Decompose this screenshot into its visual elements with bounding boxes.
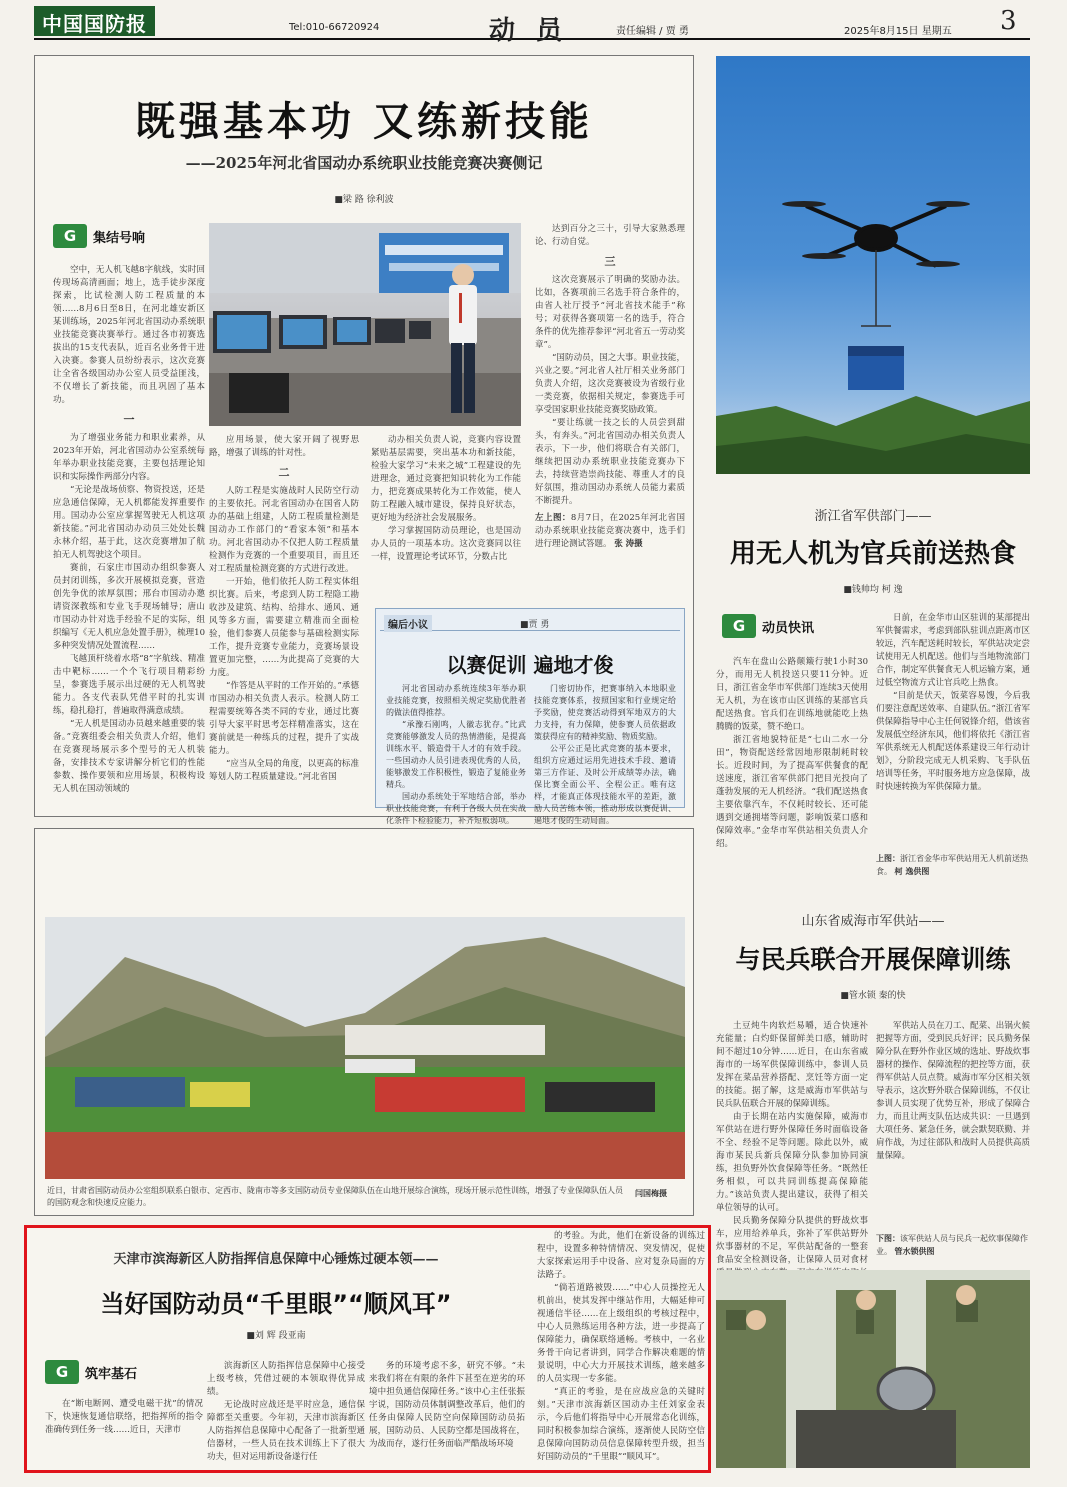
- paragraph: 这次竞赛展示了明确的奖励办法。比如，各赛项前三名选手符合条件的，由省人社厅授予“河北省技术能手”称号；对获得各赛项第一名的选手，符合条件的优先推荐参评“河北省五一劳动奖章”。: [535, 275, 685, 350]
- photo-illustration: [716, 56, 1030, 474]
- tianjin-title: 当好国防动员“千里眼”“顺风耳”: [100, 1290, 452, 1318]
- zhejiang-photo-caption: [876, 852, 1030, 878]
- lead-subtitle: ——2025年河北省国动办系统职业技能竞赛决赛侧记: [185, 154, 543, 172]
- zhejiang-column-1: [716, 656, 868, 878]
- lead-article: [34, 55, 694, 825]
- shandong-column-1: [716, 1020, 868, 1265]
- paragraph: 空中，无人机飞越8字航线，实时回传现场高清画面；地上，选手徒步深度探索，比试检测人防工程质量的本领……8月6日至8日，在河北雄安新区某训练场，2025年河北省国动办系统职业技能竞赛决赛举行。通过各市初赛选拔出的15支代表队，近百名业务骨干进入决赛。参赛人员纷纷表示，这次竞赛让全省各级国动办公室人员受益匪浅，不仅增长了新技能，而且巩固了基本功。: [53, 265, 205, 405]
- editorial-byline: ■贾 勇: [520, 620, 550, 630]
- paragraph: “倘若道路被毁……”中心人员操控无人机前出，使其发挥中继站作用，大幅延伸可视通信半径……在上级组织的考核过程中，中心人员熟练运用各种方法，进一步提高了保障能力，确保联络通畅。考核中，一名业务骨干向记者讲到，同学合作解决难题的情景说明，中心大力开展技术训练，越来越多的人员实现一专多能。: [537, 1283, 705, 1384]
- zhejiang-column-2: [876, 612, 1030, 862]
- section-number: 二: [278, 466, 290, 479]
- caption-text: 浙江省金华市军供站用无人机前送热食。: [876, 854, 1028, 876]
- shandong-byline: ■管水锁 秦的快: [840, 991, 906, 1001]
- caption-credit: 柯 逸供图: [894, 866, 930, 876]
- shandong-photo-caption: [876, 1232, 1030, 1256]
- section-title: 动 员: [489, 16, 569, 46]
- tag-label: 动员快讯: [762, 620, 815, 636]
- caption-label: 下图：: [876, 1233, 900, 1243]
- caption-label: 左上图：: [535, 513, 571, 523]
- tag-logo-icon: G: [53, 224, 87, 248]
- tag-dongyuankuaixun: [722, 614, 814, 638]
- page-number: 3: [1000, 6, 1017, 36]
- paragraph: “真正的考验，是在应战应急的关键时刻。”天津市滨海新区国动办主任刘家金表示，今后他们将指导中心开展常态化训练，同时积极参加综合演练，逐渐使人民防空信息保障向国防动员信息保障转型升级，担当好国防动员的“千里眼”“顺风耳”。: [537, 1387, 705, 1462]
- photo-illustration: [209, 223, 521, 426]
- editorial-column-2: [534, 683, 676, 825]
- shandong-title: 与民兵联合开展保障训练: [735, 945, 1011, 974]
- lead-column-3: [371, 434, 521, 604]
- paragraph: 为了增强业务能力和职业素养，从2023年开始，河北省国动办公室系统每年举办职业技能竞赛，主要包括理论知识和实际操作两部分内容。: [53, 433, 205, 482]
- masthead: [34, 6, 1030, 46]
- paragraph: 浙江省地貌特征是“七山二水一分田”，物资配送经常因地形限制耗时较长。近段时间，为了提高军供餐食的配送速度，浙江省军供部门把目光投向了蓬勃发展的无人机经济。“我们配送热食主要依靠汽车，不仅耗时较长、还可能遇到交通拥堵等问题，影响饭菜口感和保障效率。”金华市军供站相关负责人介绍。: [716, 735, 868, 849]
- photo-illustration: [716, 1270, 1030, 1468]
- paragraph: 应用场景，使大家开阔了视野思路，增强了训练的针对性。: [209, 435, 359, 458]
- paragraph: 汽车在盘山公路颠簸行驶1小时30分，而用无人机投送只要11分钟。近日，浙江省金华市军供部门连续3天使用无人机，为在该市山区训练的某部官兵配送热食。官兵们在训练地就能吃上热腾腾的饭菜，赞不绝口。: [716, 657, 868, 732]
- paragraph: “无人机是国动办员越来越重要的装备。”竞赛组委会相关负责人介绍，他们在竞赛现场展示多个型号的无人机装备，安排技术专家讲解分析它们的性能参数、操作要领和应用场景，积极构设无人机在国动领域的: [53, 719, 205, 794]
- editor-line: 责任编辑 / 贾 勇: [616, 26, 689, 37]
- lead-title: 既强基本功 又练新技能: [135, 99, 593, 145]
- tag-logo-icon: G: [722, 614, 756, 638]
- caption-credit: 张 涛摄: [614, 539, 643, 549]
- tianjin-article: [24, 1225, 711, 1473]
- paragraph: 军供站人员在刀工、配菜、出锅火候把握等方面，受到民兵好评；民兵勤务保障分队在野外作业区域的选址、野战炊事器材的操作、保障流程的把控等方面，获得军供站人员点赞。威海市军分区相关领导表示，这次野外联合保障训练，不仅让参训人员实现了优势互补，形成了保障合力，而且让两支队伍达成共识：一旦遇到大项任务、紧急任务，就会默契联勤、并肩作战，为过往部队和战时人员提供高质量保障。: [876, 1021, 1030, 1161]
- tag-logo-icon: G: [45, 1360, 79, 1384]
- tianjin-column-2: [207, 1360, 365, 1470]
- paragraph: “承豫石刚鸣，人徽志犹存。”比武竞赛能够激发人员的热情潜能，是提高训练水平、锻造骨干人才的有效手段。一些国动办人员引进表现优秀的人员，能够激发工作积极性，锻造了复能业务精兵。: [386, 720, 526, 789]
- editorial-column-1: [386, 683, 526, 825]
- lead-column-2: [209, 434, 359, 809]
- photo-illustration: [45, 917, 685, 1179]
- zhejiang-kicker: 浙江省军供部门——: [814, 509, 932, 524]
- paragraph: “作答是从平时的工作开始的。”承德市国动办相关负责人表示。检测人防工程需要统筹各类不同的专业，通过比赛引导大家平时思考怎样精准落实，这在赛前就是一种练兵的过程，提升了实战能力。: [209, 681, 359, 756]
- tag-zhulaojishi: [45, 1360, 137, 1384]
- middle-photo-credit: 闫国梅摄: [635, 1188, 667, 1198]
- section-number: 一: [123, 413, 135, 426]
- tag-jijiehaoxiang: [53, 224, 145, 248]
- shandong-kicker: 山东省威海市军供站——: [801, 914, 945, 929]
- editorial-tag: 编后小议: [384, 615, 432, 632]
- drill-photo: [45, 917, 685, 1179]
- drone-photo: [716, 56, 1030, 474]
- paragraph: 河北省国动办系统连续3年举办职业技能竞赛，按照相关规定奖励优胜者的做法值得推荐。: [386, 684, 526, 717]
- paragraph: 日前，在金华市山区驻训的某部提出军供餐需求，考虑到部队驻训点距离市区较远，汽车配送耗时较长，军供站决定尝试使用无人机配送。他们与当地物流部门合作，制定军供餐食无人机运输方案，通过低空物流方式让官兵吃上热食。: [876, 613, 1030, 688]
- caption-label: 上图：: [876, 853, 900, 863]
- caption-credit: 管水锁供图: [894, 1246, 935, 1256]
- paragraph: 务的环境考虑不多，研究不够。“未来我们将在有限的条件下甚至在逆劣的环境中担负通信保障任务。”该中心主任张振宇说，国防动员体制调整改革后，他们的任务由保障人民防空向保障国防动员拓展，国防动员、人民防空都是国战将在，为战而存，遂行任务面临严酷战场环境: [369, 1361, 525, 1449]
- lead-byline: ■梁 路 徐利波: [334, 195, 394, 205]
- paragraph: 民兵勤务保障分队提供的野战炊事车，应用给养单兵，弥补了军供站野外炊事器材的不足，军供站配备的一整套食品安全检测设备，让保障人员对食材: [716, 1216, 868, 1265]
- editorial-title: 以赛促训 遍地才俊: [446, 653, 614, 677]
- middle-photo-block: [34, 828, 694, 1216]
- telephone: Tel:010-66720924: [289, 22, 380, 33]
- cooking-photo: [716, 1270, 1030, 1468]
- paragraph: “无论是战场侦察、物资投送，还是应急通信保障，无人机都能发挥重要作用。国动办公室应掌握驾驶无人机这项新技能。”河北省国动办动员三处处长魏永林介绍，基于此，这次竞赛增加了航拍无人机驾驶这个项目。: [53, 485, 205, 560]
- paragraph: 的考验。为此，他们在新设备的训练过程中，设置多种特情情况、突发情况，促使大家探索运用手中设备、应对复杂局面的方法路子。: [537, 1231, 705, 1280]
- paragraph: 门密切协作，把赛事纳入本地职业技能竞赛体系，按照国家和行业规定给予奖励，使竞赛活动得到军地双方的大力支持，有力保障，使参赛人员依据政策获得应有的精神奖励、物质奖励。: [534, 684, 676, 741]
- shandong-column-2: [876, 1020, 1030, 1230]
- caption-text: 8月7日，在2025年河北省国动办系统职业技能竞赛决赛中，选手们进行理论测试答题。: [535, 513, 685, 549]
- paragraph: 国动办系统处于军地结合部，举办职业技能竞赛，有利于各级人员在实战化条件下检验能力，补齐短板弱项。: [386, 792, 526, 825]
- paragraph: 赛前，石家庄市国动办组织参赛人员封闭训练，多次开展模拟竞赛，营造创先争优的浓厚氛围；邢台市国动办邀请资深教练和专业飞手现场辅导；唐山市国动办针对选手经验不足的实际，组织编写《无人机应急处置手册》，梳理10多种突发情况处置流程……: [53, 563, 205, 651]
- paragraph: 由于长期在站内实施保障，威海市军供站在进行野外保障任务时面临设备不全、经验不足等问题。除此以外，威海市某民兵新兵保障分队参加协同演练，担负野外饮食保障等任务。“既然任务相似，可以共同训练提高保障能力。”该站负责人提出建议，获得了相关单位领导的认可。: [716, 1112, 868, 1213]
- editorial-box: [375, 608, 685, 825]
- editorial-header: [380, 615, 680, 631]
- paragraph: 达到百分之三十，引导大家熟悉理论、行动自觉。: [535, 224, 685, 247]
- tianjin-byline: ■刘 辉 段亚南: [246, 1331, 306, 1341]
- lead-column-4: [535, 223, 685, 603]
- photo-caption: [535, 512, 685, 551]
- paragraph: 土豆炖牛肉软烂易嚼，适合快速补充能量；白灼虾保留鲜美口感，辅助时间不超过10分钟……近日，在山东省威海市的一场军供保障训练中，参训人员发挥在菜品营养搭配、烹饪等方面一定的技能。据了解，这是威海市军供站与民兵队伍联合开展的保障训练。: [716, 1021, 868, 1109]
- newspaper-logo: 中国国防报: [34, 6, 155, 36]
- issue-date: 2025年8月15日 星期五: [844, 26, 952, 37]
- paragraph: 动办相关负责人说，竞赛内容设置紧贴基层需要，突出基本功和新技能，检验大家学习“未来之城”工程建设的先进理念，通过竞赛把知识转化为工作能力，把竞赛成果转化为工作效能，使人防工程融入城市建设，保持良好状态，更好地为经济社会发展服务。: [371, 435, 521, 523]
- competition-photo: [209, 223, 521, 426]
- zhejiang-byline: ■钱帅均 柯 逸: [843, 585, 903, 595]
- tianjin-kicker: 天津市滨海新区人防指挥信息保障中心锤炼过硬本领——: [113, 1252, 439, 1267]
- tianjin-column-3: [369, 1360, 525, 1470]
- paragraph: 人防工程是实施战时人民防空行动的主要依托。河北省国动办在国省人防办的基础上组建，人防工程质量检测是国动办工作部门的“看家本领”和基本功。河北省国动办不仅把人防工程质量检测作为竞赛的一个重要项目，而且还对工程质量检测竞赛的方式进行改进。: [209, 486, 359, 574]
- caption-text: 该军供站人员与民兵一起炊事保障作业。: [876, 1234, 1028, 1256]
- paragraph: 滨海新区人防指挥信息保障中心接受上级考核，凭借过硬的本领取得优异成绩。: [207, 1361, 365, 1397]
- section-number: 三: [604, 255, 616, 268]
- lead-column-1: [53, 264, 205, 809]
- tianjin-column-4: [537, 1230, 705, 1470]
- paragraph: 学习掌握国防动员理论，也是国动办人员的一项基本功。这次竞赛同以往一样，设置理论考试环节，分数占比: [371, 526, 521, 562]
- paragraph: “要让练就一技之长的人员尝到甜头，有奔头。”河北省国动办相关负责人表示，下一步，他们将联合有关部门，继续把国动办系统职业技能竞赛办下去，持续营造崇尚技能、尊重人才的良好氛围，推动国动办系统人员能力素质不断提升。: [535, 418, 685, 506]
- paragraph: 一开始，他们依托人防工程实体组织比赛。后来，考虑到人防工程隐工勘收涉及建筑、结构、给排水、通风、通风等多方面，需要建立精准而全面检验，他们参赛人员能参与基础检测实际工作，提升竞赛专业能力，竞赛场景设置更加完整，……为此提高了竞赛的大力度。: [209, 577, 359, 678]
- zhejiang-title: 用无人机为官兵前送热食: [729, 539, 1016, 569]
- paragraph: 无论战时应战还是平时应急，通信保障都至关重要。今年初，天津市滨海新区人防指挥信息保障中心配备了一批新型通信器材，一些人员在技术训练上下了很大功夫，但对运用新设备遂行任: [207, 1400, 365, 1462]
- paragraph: “应当从全局的角度，以更高的标准筹划人防工程质量建设。”河北省国: [209, 759, 359, 782]
- tianjin-column-1: [45, 1398, 203, 1470]
- paragraph: “目前是伏天，饭菜容易馊，今后我们要注意配送效率、自建队伍。”浙江省军供保障指导中心主任何锐锋介绍，借该省发展低空经济东风，他们将依托《浙江省军供系统无人机配送体系建设三年行动计划》，分阶段完成无人机采购、飞手队伍培训等任务，平时服务地方应急保障，战时快速转换为军供保障力量。: [876, 691, 1030, 792]
- tag-label: 筑牢基石: [85, 1366, 138, 1382]
- paragraph: 公平公正是比武竞赛的基本要求，组织方应通过运用先进技术手段、邀请第三方作证、及时公开成绩等办法，确保比赛全面公平、全程公正。唯有这样，才能真正体现技能水平的差距，激励人员苦练本领，推动形成以赛促训、遍地才俊的生动局面。: [534, 744, 676, 825]
- tag-label: 集结号响: [93, 230, 146, 246]
- paragraph: 飞越顶杆绕着水塔“8”字航线、精准击中靶标……一个个飞行项目精彩纷呈，参赛选手展示出过硬的无人机驾驶能力。各支代表队凭借平时的扎实训练，稳扎稳打，普遍取得满意成绩。: [53, 654, 205, 716]
- paragraph: 在“断电断网、遭受电磁干扰”的情况下，快速恢复通信联络，把指挥所的指令准确传到任务一线……近日，天津市: [45, 1399, 203, 1435]
- middle-photo-caption: 近日，甘肃省国防动员办公室组织联系白银市、定西市、陇南市等多支国防动员专业保障队伍在山地开展综合演练，现场开展示范性训练，增强了专业保障队伍人员的国防观念和快速反应能力。: [47, 1186, 623, 1207]
- paragraph: “国防动员，国之大事。职业技能，兴业之要。”河北省人社厅相关业务部门负责人介绍，这次竞赛被设为省级行业一类竞赛，依据相关规定，参赛选手可享受国家职业技能竞赛奖励政策。: [535, 353, 685, 415]
